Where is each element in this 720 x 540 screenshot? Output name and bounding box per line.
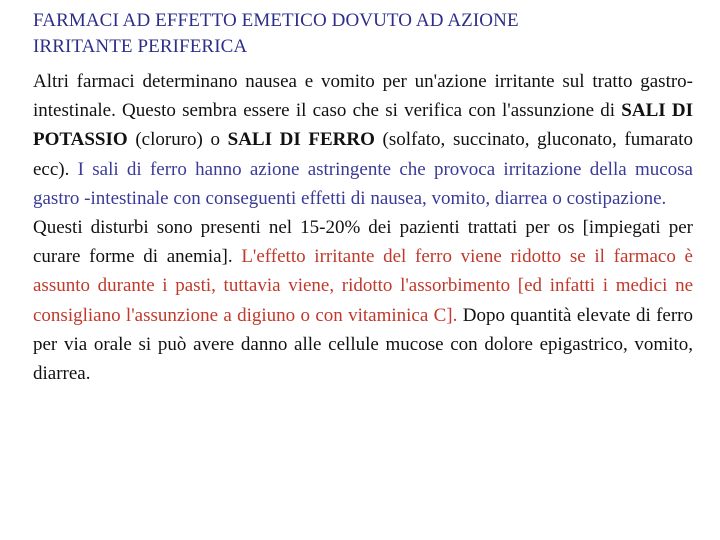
paragraph-1-chloride: (cloruro) o — [127, 129, 228, 151]
iron-meal-note: L'effetto irritante del ferro viene ridotto se il farmaco è assunto durante i pasti, tuttavia viene, ridotto l'assorbimento [ed infatti i medici ne consigliano l'assunzione a digiuno o con vitaminica C]. — [33, 246, 693, 326]
title-line-2: IRRITANTE PERIFERICA — [33, 36, 248, 57]
paragraph-1-intro: Altri farmaci determinano nausea e vomito per un'azione irritante sul tratto gastro-intestinale. Questo sembra essere il caso che si verifica con l'assunzione di — [33, 71, 693, 122]
iron-astringent-note: I sali di ferro hanno azione astringente che provoca irritazione della mucosa gastro -intestinale con conseguenti effetti di nausea, vomito, diarrea o costipazione. — [33, 158, 693, 209]
paragraph-2-conclusion: Dopo quantità elevate di ferro per via orale si può avere danno alle cellule mucose con dolore epigastrico, vomito, diarrea. — [33, 304, 693, 385]
title-line-1: FARMACI AD EFFETTO EMETICO DOVUTO AD AZIONE — [33, 10, 519, 31]
potassium-salts-term: SALI DI POTASSIO — [33, 100, 693, 151]
paragraph-2-intro: Questi disturbi sono presenti nel 15-20% dei pazienti trattati per os [impiegati per curare forme di anemia]. — [33, 217, 693, 268]
iron-salts-term: SALI DI FERRO — [227, 129, 375, 151]
slide-title — [33, 8, 703, 60]
slide-body — [33, 67, 693, 388]
paragraph-1-iron-forms: (solfato, succinato, gluconato, fumarato ecc). — [33, 129, 693, 180]
